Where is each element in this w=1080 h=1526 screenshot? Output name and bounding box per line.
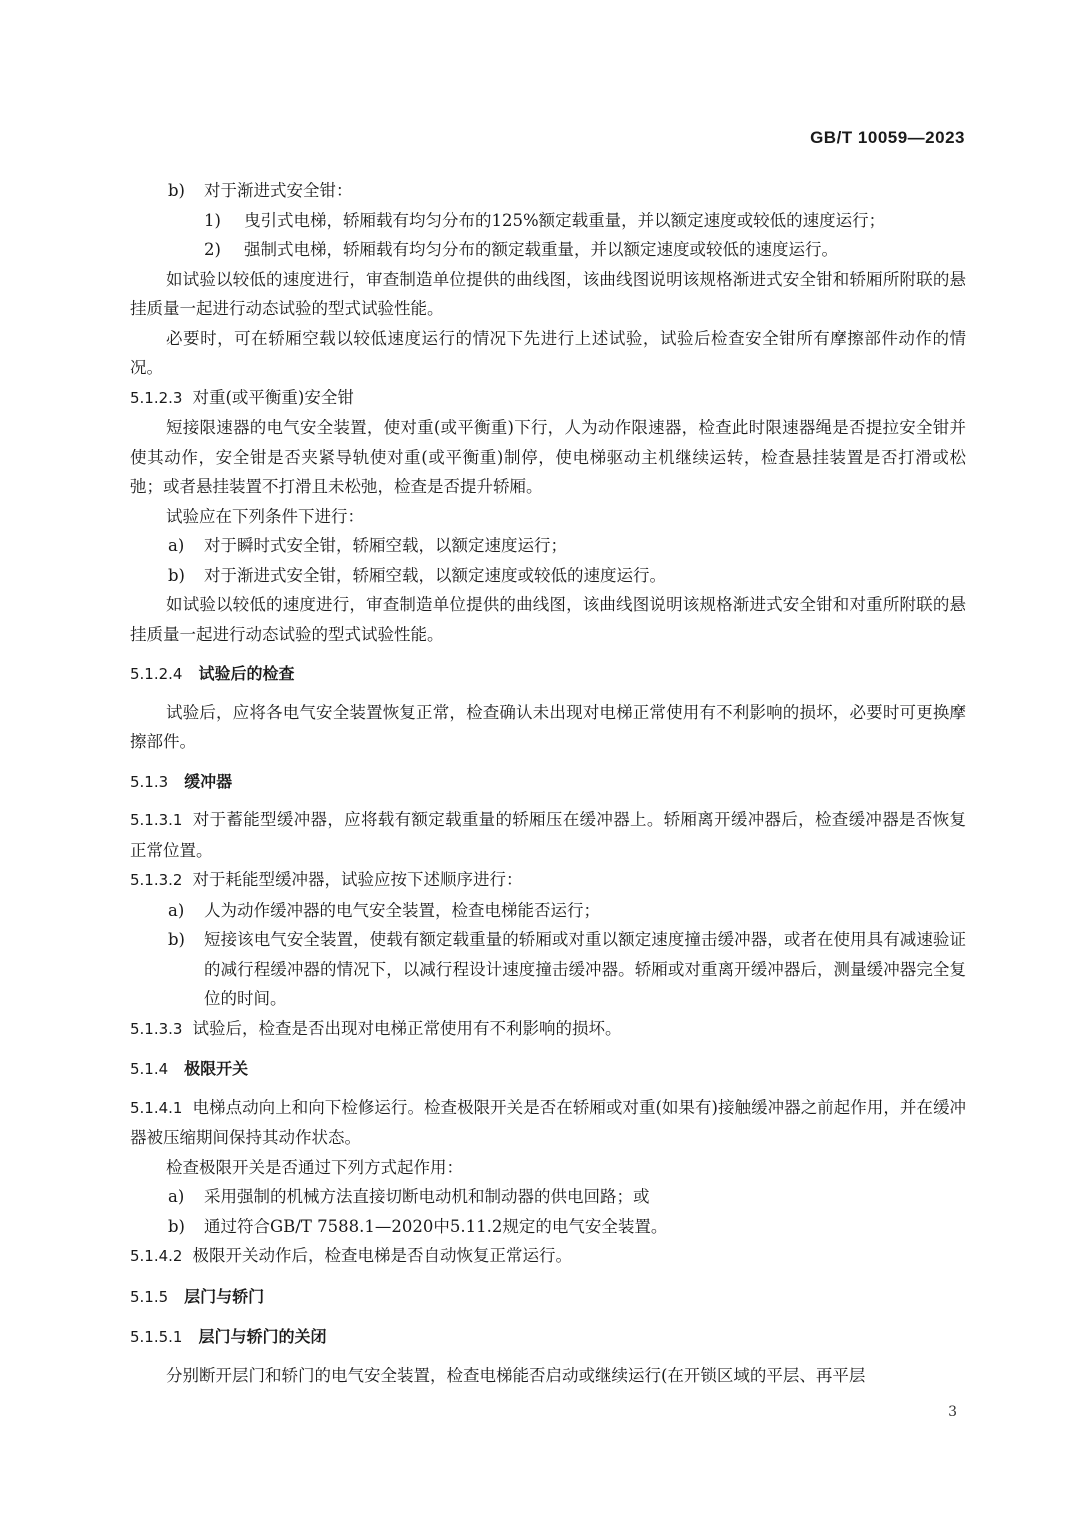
page-number: 3	[948, 1404, 957, 1420]
clause-number: 5.1.4.1	[130, 1098, 183, 1117]
heading-number: 5.1.2.4	[130, 665, 183, 683]
clause-text: 对重(或平衡重)安全钳	[192, 387, 354, 407]
section-heading	[130, 1322, 966, 1353]
item-mark: b)	[168, 181, 185, 200]
clause-text: 电梯点动向上和向下检修运行。检查极限开关是否在轿厢或对重(如果有)接触缓冲器之前起作用，并在缓冲器被压缩期间保持其动作状态。	[130, 1097, 966, 1147]
clause	[130, 805, 966, 865]
subitem-mark: 1)	[204, 210, 221, 230]
clause-number: 5.1.4.2	[130, 1247, 183, 1265]
item-mark: a)	[168, 1187, 185, 1206]
heading-text: 极限开关	[184, 1059, 249, 1078]
subitem-text: 曳引式电梯，轿厢载有均匀分布的125%额定载重量，并以额定速度或较低的速度运行；	[244, 210, 886, 230]
clause-text: 对于耗能型缓冲器，试验应按下述顺序进行：	[192, 870, 523, 889]
item-text: 对于渐进式安全钳，轿厢空载，以额定速度或较低的速度运行。	[204, 565, 666, 585]
list-item	[130, 561, 966, 591]
clause-text: 试验后，检查是否出现对电梯正常使用有不利影响的损坏。	[192, 1018, 622, 1038]
clause-text: 极限开关动作后，检查电梯是否自动恢复正常运行。	[192, 1246, 572, 1265]
clause	[130, 865, 966, 896]
standard-code: GB/T 10059—2023	[810, 128, 965, 147]
clause-text: 对于蓄能型缓冲器，应将载有额定载重量的轿厢压在缓冲器上。轿厢离开缓冲器后，检查缓冲器是否恢复正常位置。	[130, 810, 966, 860]
list-item	[130, 176, 966, 206]
clause-number: 5.1.3.2	[130, 871, 183, 889]
item-text: 采用强制的机械方法直接切断电动机和制动器的供电回路；或	[204, 1187, 650, 1206]
subitem-text: 强制式电梯，轿厢载有均匀分布的额定载重量，并以额定速度或较低的速度运行。	[244, 240, 838, 259]
item-mark: b)	[168, 930, 185, 949]
paragraph: 必要时，可在轿厢空载以较低速度运行的情况下先进行上述试验，试验后检查安全钳所有摩擦部件动作的情况。	[130, 328, 966, 377]
list-item	[130, 1212, 966, 1242]
item-text: 对于渐进式安全钳：	[204, 181, 353, 200]
paragraph: 分别断开层门和轿门的电气安全装置，检查电梯能否启动或继续运行(在开锁区域的平层、再平层	[166, 1365, 866, 1385]
document-body	[130, 176, 966, 1390]
list-item	[130, 1182, 966, 1212]
heading-text: 缓冲器	[184, 771, 233, 791]
sub-list-item	[130, 235, 966, 265]
item-mark: b)	[168, 1216, 185, 1236]
item-text: 对于瞬时式安全钳，轿厢空载，以额定速度运行；	[204, 536, 567, 555]
paragraph: 短接限速器的电气安全装置，使对重(或平衡重)下行，人为动作限速器，检查此时限速器绳是否提拉安全钳并使其动作，安全钳是否夹紧导轨使对重(或平衡重)制停，使电梯驱动主机继续运转，检查悬挂装置是否打滑或松弛；或者悬挂装置不打滑且未松弛，检查是否提升轿厢。	[130, 418, 966, 496]
clause-number: 5.1.3.3	[130, 1019, 183, 1038]
heading-number: 5.1.3	[130, 772, 169, 791]
clause	[130, 1093, 966, 1153]
item-mark: a)	[168, 900, 185, 920]
heading-number: 5.1.5	[130, 1287, 169, 1306]
item-text: 通过符合GB/T 7588.1—2020中5.11.2规定的电气安全装置。	[204, 1216, 668, 1236]
item-text: 短接该电气安全装置，使载有额定载重量的轿厢或对重以额定速度撞击缓冲器，或者在使用具有减速验证的减行程缓冲器的情况下，以减行程设计速度撞击缓冲器。轿厢或对重离开缓冲器后，测量缓冲器完全复位的时间。	[204, 930, 966, 1008]
heading-text: 层门与轿门的关闭	[198, 1327, 327, 1346]
list-item	[130, 925, 966, 1014]
list-item	[130, 531, 966, 561]
item-mark: a)	[168, 536, 185, 555]
clause	[130, 1014, 966, 1045]
section-heading	[130, 659, 966, 690]
item-mark: b)	[168, 565, 185, 585]
paragraph: 如试验以较低的速度进行，审查制造单位提供的曲线图，该曲线图说明该规格渐进式安全钳和轿厢所附联的悬挂质量一起进行动态试验的型式试验性能。	[130, 269, 966, 318]
clause-number: 5.1.2.3	[130, 388, 183, 407]
list-item	[130, 896, 966, 926]
paragraph: 试验应在下列条件下进行：	[166, 506, 364, 526]
item-text: 人为动作缓冲器的电气安全装置，检查电梯能否运行；	[204, 900, 600, 920]
section-heading	[130, 1282, 966, 1313]
paragraph: 检查极限开关是否通过下列方式起作用：	[166, 1157, 463, 1177]
section-heading	[130, 767, 966, 798]
clause	[130, 383, 966, 414]
section-heading	[130, 1054, 966, 1085]
heading-text: 试验后的检查	[198, 664, 295, 683]
heading-text: 层门与轿门	[184, 1286, 265, 1306]
subitem-mark: 2)	[204, 240, 221, 259]
clause-number: 5.1.3.1	[130, 811, 183, 829]
clause	[130, 1241, 966, 1272]
heading-number: 5.1.4	[130, 1060, 169, 1078]
paragraph: 试验后，应将各电气安全装置恢复正常，检查确认未出现对电梯正常使用有不利影响的损坏，必要时可更换摩擦部件。	[130, 702, 966, 751]
paragraph: 如试验以较低的速度进行，审查制造单位提供的曲线图，该曲线图说明该规格渐进式安全钳和对重所附联的悬挂质量一起进行动态试验的型式试验性能。	[130, 595, 966, 644]
sub-list-item	[130, 206, 966, 236]
heading-number: 5.1.5.1	[130, 1328, 183, 1346]
